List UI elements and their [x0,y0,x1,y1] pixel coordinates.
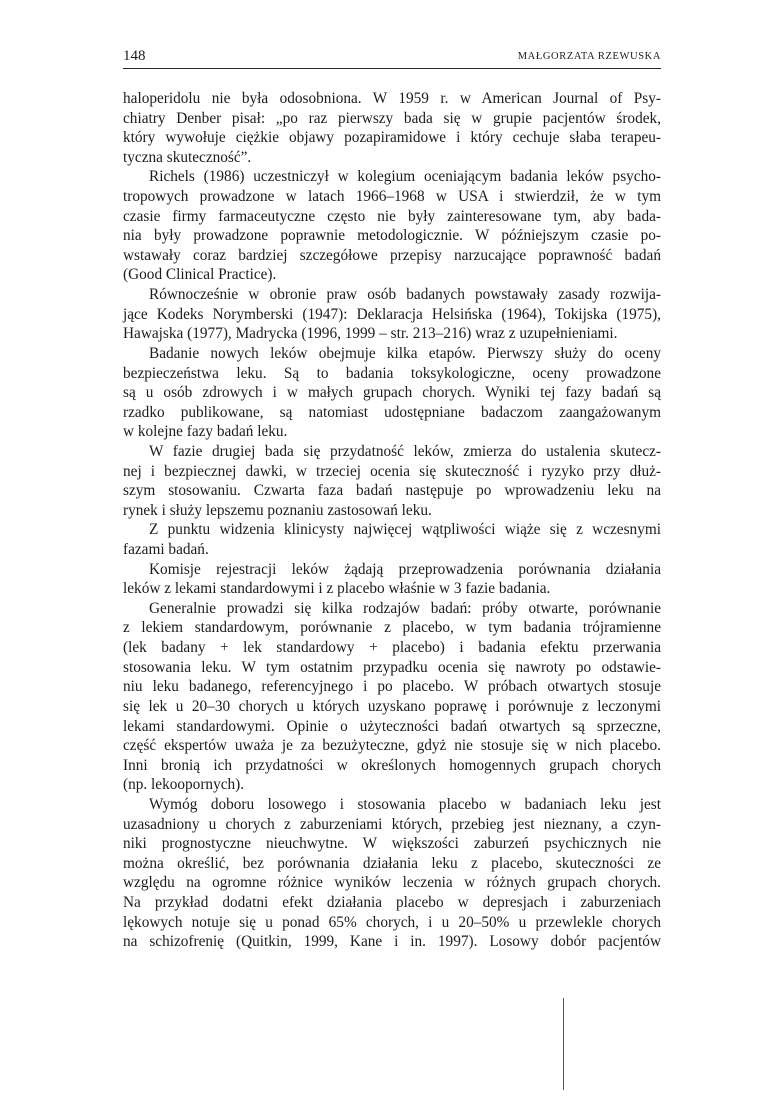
text-line: niki prognostyczne nieuchwytne. W większości zaburzeń psychicznych nie [123,835,661,853]
text-line: Generalnie prowadzi się kilka rodzajów badań: próby otwarte, porównanie [149,599,661,617]
text-line: względu na ogromne różnice wyników leczenia w różnych grupach chorych. [123,874,661,892]
text-line: tyczna skuteczność”. [123,148,252,166]
text-line: lękowych notuje się u ponad 65% chorych, i u 20–50% u przewlekle chorych [123,913,661,931]
text-line: stosowania leku. W tym ostatnim przypadku ocenia się nawroty po odstawie- [123,658,661,676]
page-number: 148 [123,48,146,64]
text-line: w kolejne fazy badań leku. [123,423,288,441]
text-line: lekami standardowymi. Opinie o użyteczności badań otwartych są sprzeczne, [123,717,661,735]
running-head-author: MAŁGORZATA RZEWUSKA [517,51,661,62]
text-line: W fazie drugiej bada się przydatność leków, zmierza do ustalenia skutecz- [149,442,661,460]
text-line: są u osób zdrowych i w małych grupach chorych. Wyniki tej fazy badań są [123,384,661,402]
text-line: Wymóg doboru losowego i stosowania placebo w badaniach leku jest [149,795,661,813]
text-line: Na przykład dodatni efekt działania placebo w depresjach i zaburzeniach [123,893,661,911]
text-line: szym stosowaniu. Czwarta faza badań następuje po wprowadzeniu leku na [123,482,661,500]
text-line: wstawały coraz bardziej szczegółowe przepisy narzucające poprawność badań [123,246,661,264]
text-line: czasie firmy farmaceutyczne często nie były zainteresowane tym, aby bada- [123,207,661,225]
text-line: który wywołuje ciężkie objawy pozapiramidowe i który cechuje słaba terapeu- [123,129,661,147]
text-line: rynek i służy lepszemu poznaniu zastosowań leku. [123,501,432,519]
text-line: tropowych prowadzone w latach 1966–1968 w USA i stwierdził, że w tym [123,188,661,206]
text-line: haloperidolu nie była odosobniona. W 1959 r. w American Journal of Psy- [123,90,661,107]
text-line: można określić, bez porównania działania leku z placebo, skuteczności ze [123,854,661,872]
text-line: Hawajska (1977), Madrycka (1996, 1999 – str. 213–216) wraz z uzupełnieniami. [123,325,618,343]
text-line: rzadko publikowane, są natomiast udostępniane badaczom zaangażowanym [123,403,661,421]
text-line: Badanie nowych leków obejmuje kilka etapów. Pierwszy służy do oceny [149,344,661,362]
text-line: na schizofrenię (Quitkin, 1999, Kane i in. 1997). Losowy dobór pacjentów [123,933,661,951]
text-line: nia były prowadzone poprawnie metodologicznie. W późniejszym czasie po- [123,227,661,245]
text-line: część ekspertów uważa je za bezużyteczne, gdyż nie stosuje się w nich placebo. [123,737,661,755]
body-text [123,89,661,952]
text-line: Z punktu widzenia klinicysty najwięcej wątpliwości wiąże się z wczesnymi [149,521,661,539]
text-line: nej i bezpiecznej dawki, w trzeciej ocenia się skuteczność i ryzyko przy dłuż- [123,462,661,480]
text-line: jące Kodeks Norymberski (1947): Deklaracja Helsińska (1964), Tokijska (1975), [123,305,661,323]
page-header [123,46,661,69]
text-line: Richels (1986) uczestniczył w kolegium oceniającym badania leków psycho- [149,168,661,186]
text-line: Inni bronią ich przydatności w określonych homogennych grupach chorych [123,756,661,774]
text-line: bezpieczeństwa leku. Są to badania toksykologiczne, oceny prowadzone [123,364,661,382]
text-line: (Good Clinical Practice). [123,266,277,284]
text-line: chiatry Denber pisał: „po raz pierwszy bada się w grupie pacjentów środek, [123,109,661,127]
text-line: niu leku badanego, referencyjnego i po placebo. W próbach otwartych stosuje [123,678,661,696]
text-line: fazami badań. [123,541,209,559]
text-line: się lek u 20–30 chorych u których uzyskano poprawę i porównuje z leczonymi [123,697,661,715]
margin-line-mark [563,998,564,1090]
text-line: uzasadniony u chorych z zaburzeniami których, przebieg jest nieznany, a czyn- [123,815,661,833]
text-line: Równocześnie w obronie praw osób badanych powstawały zasady rozwija- [149,286,661,304]
text-line: (np. lekoopornych). [123,776,245,794]
text-line: (lek badany + lek standardowy + placebo) i badania efektu przerwania [123,639,661,657]
text-line: leków z lekami standardowymi i z placebo właśnie w 3 fazie badania. [123,580,551,598]
text-line: z lekiem standardowym, porównanie z placebo, w tym badania trójramienne [123,619,661,637]
text-line: Komisje rejestracji leków żądają przeprowadzenia porównania działania [149,560,661,578]
